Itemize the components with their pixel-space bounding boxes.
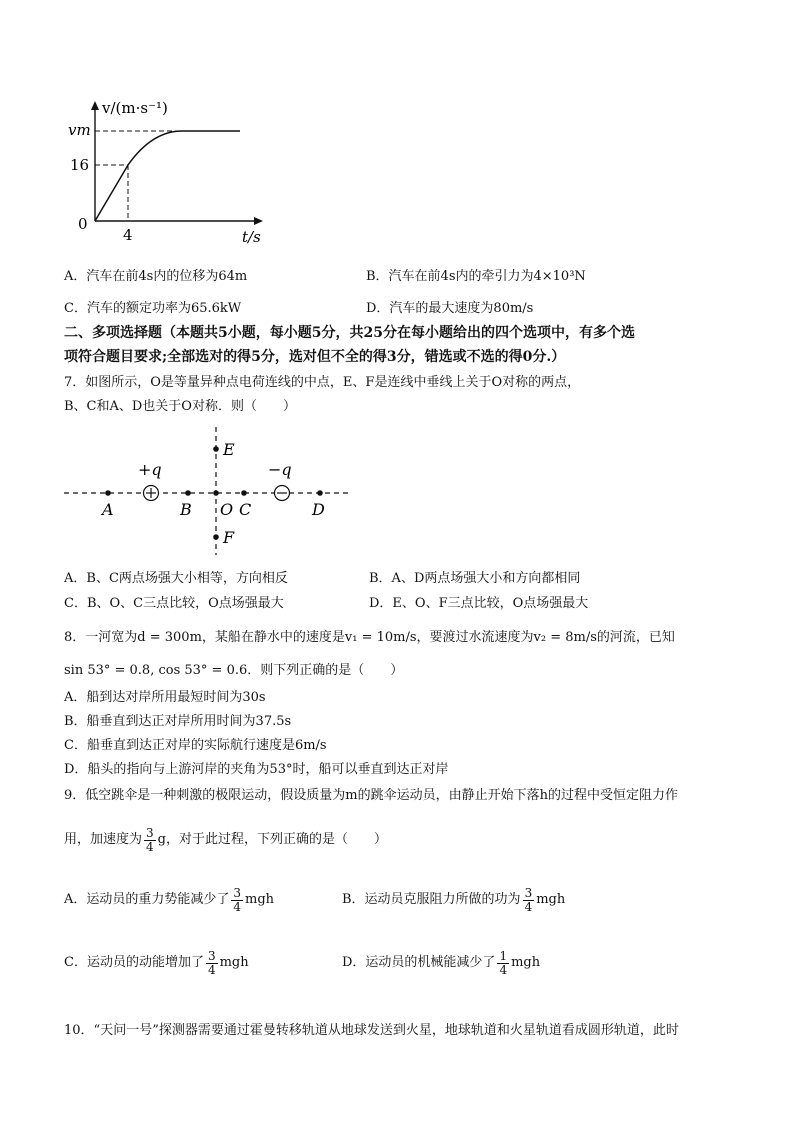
q9-option-d-text: D．运动员的机械能减少了 [342, 955, 496, 970]
label-e: E [223, 440, 235, 459]
q9-option-a-text: A．运动员的重力势能减少了 [64, 892, 230, 907]
charge-diagram [60, 425, 360, 560]
label-b: B [180, 500, 192, 519]
label-c: C [239, 500, 252, 519]
q9-option-b [342, 880, 565, 921]
q9-option-c-text: C．运动员的动能增加了 [64, 955, 204, 970]
q8-option-a: A．船到达对岸所用最短时间为30s [64, 690, 266, 705]
q7-option-c: C．B、O、C三点比较，O点场强最大 [64, 596, 284, 611]
y-axis-arrow [91, 101, 99, 110]
point-b [185, 490, 191, 496]
fraction-denominator: 4 [146, 839, 154, 854]
point-d [317, 490, 323, 496]
q9-option-b-text: B．运动员克服阻力所做的功为 [342, 892, 521, 907]
fraction-numerator: 3 [233, 885, 242, 900]
q9-option-b-fraction [523, 887, 535, 914]
q9-stem-line2 [64, 820, 387, 861]
q10-stem-line1: 10．“天问一号”探测器需要通过霍曼转移轨道从地球发送到火星，地球轨道和火星轨道看成圆形轨道，此时 [64, 1023, 679, 1038]
point-f [213, 534, 219, 540]
label-o: O [220, 500, 234, 519]
q8-stem-line1: 8．一河宽为d = 300m，某船在静水中的速度是v₁ = 10m/s，要渡过水流速度为v₂ = 8m/s的河流，已知 [64, 630, 675, 645]
x-axis-arrow [254, 217, 263, 225]
y-tick-16: 16 [70, 156, 90, 174]
section2-heading-line2: 项符合题目要求;全部选对的得5分，选对但不全的得3分，错选或不选的得0分.） [64, 349, 566, 365]
section2-heading-line1: 二、多项选择题（本题共5小题，每小题5分，共25分在每小题给出的四个选项中，有多个选 [64, 325, 635, 341]
q8-option-d: D．船头的指向与上游河岸的夹角为53°时，船可以垂直到达正对岸 [64, 762, 449, 777]
q7-option-a: A．B、C两点场强大小相等，方向相反 [64, 571, 288, 586]
point-o [213, 490, 219, 496]
velocity-time-graph [60, 95, 290, 255]
q8-option-b: B．船垂直到达正对岸所用时间为37.5s [64, 714, 292, 729]
q8-stem-line2: sin 53° = 0.8, cos 53° = 0.6．则下列正确的是（ ） [64, 663, 404, 678]
fraction-numerator: 3 [146, 825, 154, 840]
q9-stem-line1: 9．低空跳伞是一种刺激的极限运动，假设质量为m的跳伞运动员，由静止开始下落h的过程中受恒定阻力作 [64, 788, 678, 803]
q8-option-c: C．船垂直到达正对岸的实际航行速度是6m/s [64, 738, 327, 753]
q6-option-c: C．汽车的额定功率为65.6kW [64, 301, 242, 316]
label-plus-q: +q [138, 460, 162, 479]
fraction-numerator: 1 [499, 948, 508, 963]
q9-option-b-mgh: mgh [536, 892, 566, 907]
point-c [241, 490, 247, 496]
q6-option-b: B．汽车在前4s内的牵引力为4×10³N [366, 269, 586, 284]
q9-option-a [64, 880, 274, 921]
q7-option-b: B．A、D两点场强大小和方向都相同 [369, 571, 581, 586]
y-axis-label: v/(m·s⁻¹) [102, 99, 168, 117]
label-d: D [312, 500, 325, 519]
q9-option-a-fraction [231, 887, 243, 914]
point-e [213, 446, 219, 452]
q9-accel-fraction [144, 827, 156, 854]
fraction-denominator: 4 [233, 899, 242, 914]
label-a: A [102, 500, 114, 519]
q9-stem-line2-pre: 用，加速度为 [64, 832, 143, 847]
x-axis-label: t/s [242, 228, 261, 246]
q9-option-a-mgh: mgh [245, 892, 275, 907]
q9-option-c [64, 943, 249, 984]
q6-option-d: D．汽车的最大速度为80m/s [366, 301, 534, 316]
q7-stem-line2: B、C和A、D也关于O对称．则（ ） [64, 399, 296, 414]
fraction-numerator: 3 [524, 885, 533, 900]
label-minus-q: −q [268, 460, 292, 479]
q9-option-d-fraction [497, 950, 509, 977]
origin-label: 0 [78, 215, 88, 233]
x-tick-4: 4 [123, 226, 133, 244]
label-f: F [223, 528, 235, 547]
q9-stem-line2-post: g，对于此过程，下列正确的是（ ） [157, 832, 387, 847]
q9-option-c-fraction [206, 950, 218, 977]
q9-option-c-mgh: mgh [219, 955, 249, 970]
q9-option-d [342, 943, 540, 984]
fraction-denominator: 4 [524, 899, 533, 914]
fraction-denominator: 4 [207, 962, 216, 977]
q7-stem-line1: 7．如图所示，O是等量异种点电荷连线的中点，E、F是连线中垂线上关于O对称的两点， [64, 375, 581, 390]
q7-option-d: D．E、O、F三点比较，O点场强最大 [369, 596, 589, 611]
y-tick-vm: vm [68, 121, 91, 139]
velocity-curve [95, 131, 240, 221]
fraction-numerator: 3 [207, 948, 216, 963]
fraction-denominator: 4 [499, 962, 508, 977]
q9-option-d-mgh: mgh [511, 955, 541, 970]
point-a [105, 490, 111, 496]
q6-option-a: A．汽车在前4s内的位移为64m [64, 269, 248, 284]
